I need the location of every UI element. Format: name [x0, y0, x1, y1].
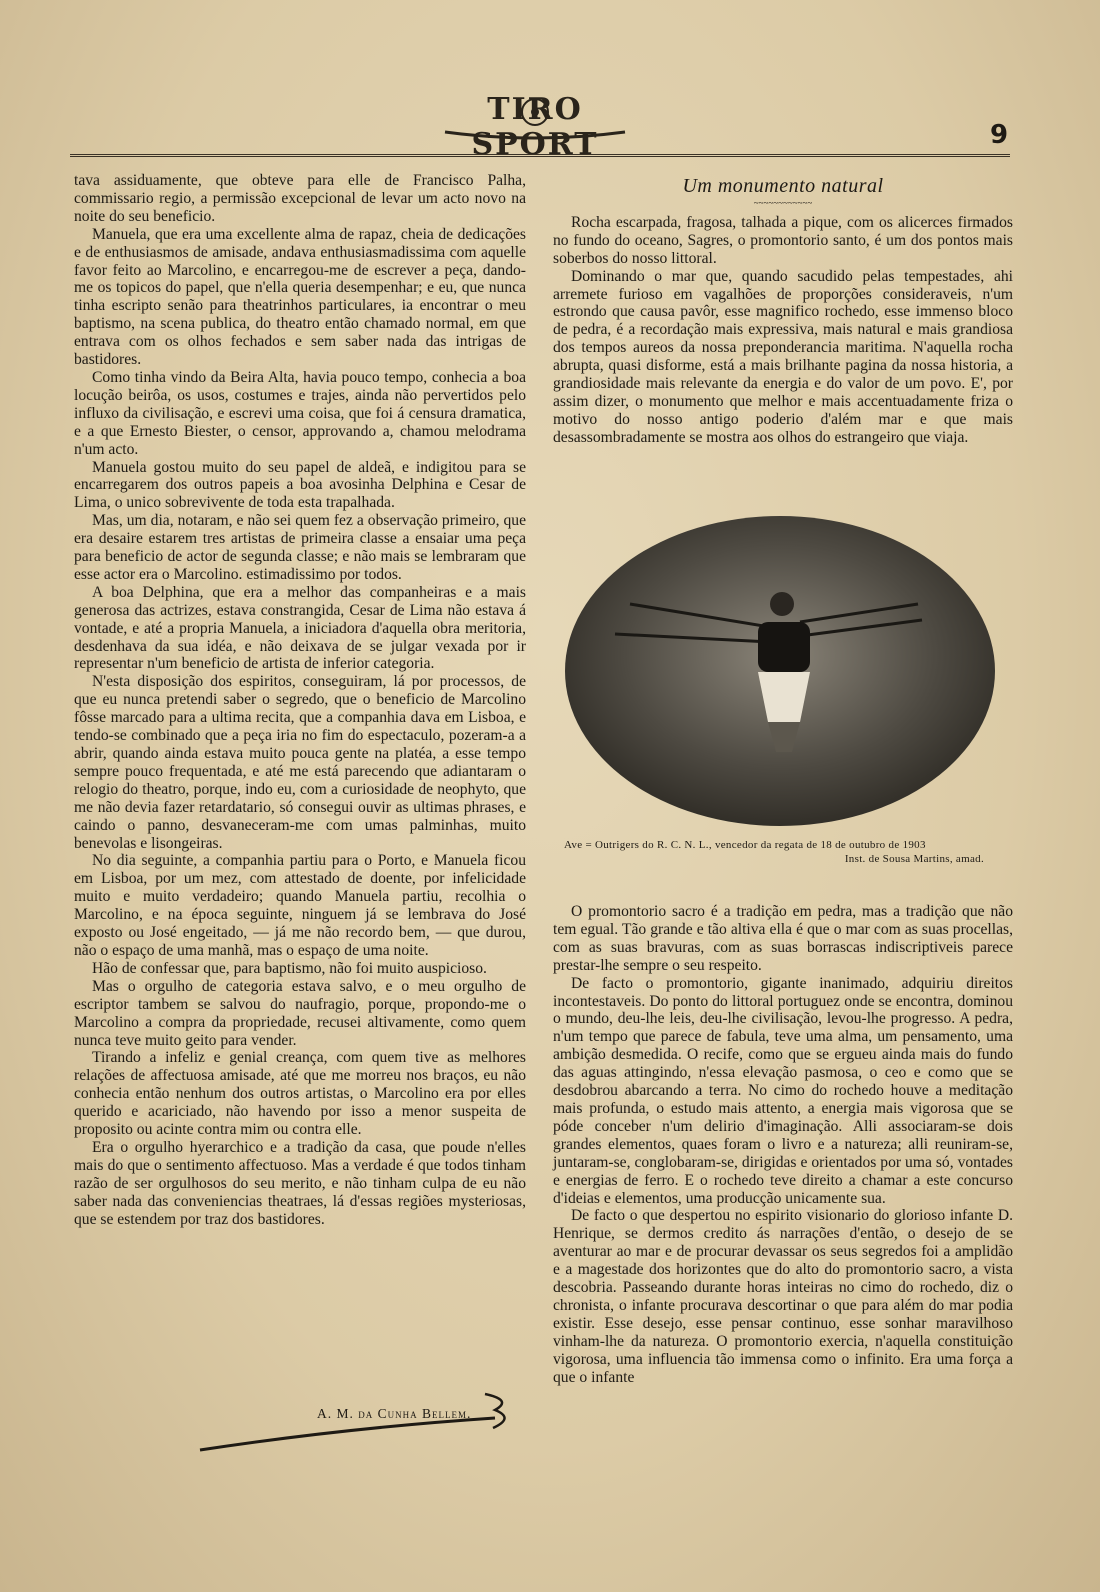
paragraph: Como tinha vindo da Beira Alta, havia pouco tempo, conhecia a boa locução beirôa, os usos, costumes e trajes, ainda não pervertidos pelo influxo da civilisação, e escrevi uma coisa, que foi á censura dramatica, e a que Ernesto Biester, o censor, approvando a, chamou melodrama n'um acto.: [74, 368, 526, 458]
rower-figure: [758, 622, 810, 672]
paragraph: O promontorio sacro é a tradição em pedra, mas a tradição que não tem egual. Tão grande e tão altiva ella é que o mar com as suas procellas, com as suas bravuras, com as suas borrascas indiscriptiveis parece prestar-lhe sempre o seu respeito.: [553, 903, 1013, 974]
article-title: Um monumento natural: [682, 175, 884, 197]
right-column-top: [553, 175, 1013, 447]
paragraph: No dia seguinte, a companhia partiu para o Porto, e Manuela ficou em Lisboa, por um mez, com attestado de doente, por infelicidade muito e muito verdadeiro; quando Manuela partiu, recolhia o Marcolino, e na época seguinte, ninguem já se lembrava do José exposto ou José engeitado, — já me não recordo bem, — que durou, não o espaço de uma manhã, mas o espaço de uma noite.: [74, 852, 526, 959]
rowing-photo: [560, 512, 1000, 830]
paragraph: Tirando a infeliz e genial creança, com quem tive as melhores relações de affectuosa amisade, até que me morreu nos braços, eu não conhecia então nenhum dos outros artistas, o Marcolino era por elles querido e acariciado, não havendo por isso a menor suspeita de proposito ou acinte contra mim ou contra elle.: [74, 1049, 526, 1139]
header-rule: [70, 154, 1010, 157]
paragraph: Era o orgulho hyerarchico e a tradição da casa, que poude n'elles mais do que o sentimento affectuoso. Mas a verdade é que todos tinham razão de ser orgulhosos do seu merito, e não tinham culpa de eu não saber nada das conveniencias theatraes, lá d'essas regiões mysteriosas, que se estendem por traz dos bastidores.: [74, 1138, 526, 1228]
title-ornament: ~~~~~~~~~~~~: [753, 197, 813, 208]
signature-flourish-icon: [195, 1388, 515, 1458]
photo-credit: Inst. de Sousa Martins, amad.: [844, 853, 984, 865]
right-column-bottom: [553, 903, 1013, 1386]
paragraph: Hão de confessar que, para baptismo, não foi muito auspicioso.: [92, 959, 487, 977]
paragraph: Dominando o mar que, quando sacudido pelas tempestades, ahi arremete furioso em vagalhões de proporções consideraveis, n'um estrondo que causa pavôr, esse magnifico rochedo, esse immenso bloco de pedra, é a recordação mais expressiva, mais natural e mais grandiosa dos tempos aureos da nossa preponderancia maritima. N'aquella rocha abrupta, quasi disforme, está a mais brilhante pagina da nossa historia, a grandiosidade mais relevante da energia e do valor de um povo. E', por assim dizer, o monumento que melhor e mais accentuadamente friza o motivo do nosso antigo poderio d'além mar e que mais desassombradamente se mostra aos olhos do estrangeiro que viaja.: [553, 267, 1013, 446]
left-column: [74, 172, 526, 1228]
paragraph: De facto o promontorio, gigante inanimado, adquiriu direitos incontestaveis. Do ponto do littoral portuguez onde se encontra, dominou o mundo, deu-lhe leis, deu-lhe civilisação, levou-lhe progresso. A pedra, n'um tempo que parece de fabula, teve uma alma, um pensamento, uma ambição desmedida. O recife, como que se ergueu ainda mais do fundo das aguas attingindo, n'essa elevação pasmosa, o ceo e como que se desdobrou abarcando a terra. No cimo do rochedo houve a meditação mais profunda, o estudo mais attento, a energia mais vigorosa que se póde conceber n'um delirio d'imaginação. Alli associaram-se dois grandes elementos, quaes foram o livro e a natureza; alli reuniram-se, juntaram-se, conglobaram-se, dirigidas e orientados por uma só, vontades e energias de ferro. E o rochedo teve direito a chamar a este concurso d'ideias e elementos, uma producção unicamente sua.: [553, 974, 1013, 1207]
paragraph: Manuela gostou muito do seu papel de aldeã, e indigitou para se encarregarem dos outros papeis a boa avosinha Delphina e Cesar de Lima, o unico sobrevivente de toda esta trapalhada.: [74, 458, 526, 512]
photo-caption: [564, 838, 984, 866]
masthead-logo: [440, 92, 630, 162]
paragraph: N'esta disposição dos espiritos, conseguiram, lá por processos, de que eu nunca pretendi saber o segredo, que o beneficio de Marcolino fôsse marcado para a ultima recita, que a companhia dava em Lisboa, e tendo-se combinado que a peça iria no fim do espectaculo, pozeram-a a abrir, quando ainda estava muito pouca gente na platéa, a esse tempo sempre pouco frequentada, e até me está parecendo que adiantaram o relogio do theatro, porque, indo eu, com a curiosidade de neophyto, que me não devia fazer retardatario, só consegui ouvir as ultimas phrases, e caindo o panno, desvaneceram-me com umas palminhas, muito benevolas e lisongeiras.: [74, 673, 526, 852]
paragraph: Manuela, que era uma excellente alma de rapaz, cheia de dedicações e de enthusiasmos de amisade, andava enthusiasmadissima com aquelle favor feito ao Marcolino, e encarregou-me de escrever a peça, dando-me os topicos do papel, que n'ella queria desempenhar; e eu, que nunca tinha escripto senão para theatrinhos particulares, ia encontrar o meu baptismo, na scena publica, do theatro então chamado normal, em que entrava com os olhos fechados e sem saber nada das intrigas de bastidores.: [74, 225, 526, 369]
paragraph: Mas, um dia, notaram, e não sei quem fez a observação primeiro, que era desaire estarem tres artistas de primeira classe a ensaiar uma peça para beneficio de actor de segunda classe; e não mais se lembraram que esse actor era o Marcolino. estimadissimo por todos.: [74, 512, 526, 583]
author-signature: A. M. da Cunha Bellem.: [317, 1406, 472, 1421]
paragraph: Mas o orgulho de categoria estava salvo, e o meu orgulho de escriptor tambem se salvou do naufragio, porque, propondo-me o Marcolino a compra da propriedade, recusei altivamente, como quem nunca teve muito geito para vender.: [74, 977, 526, 1049]
page-number: 9: [990, 120, 1009, 150]
masthead-title: TIRO SPORT: [471, 92, 599, 162]
paragraph: De facto o que despertou no espirito visionario do glorioso infante D. Henrique, se dermos credito ás narrações d'então, o desejo de se aventurar ao mar e de procurar devassar os seus segredos foi a amplidão e a magestade dos horizontes que do alto do promontorio sacro, a vista descobria. Passeando durante horas inteiras no cimo do rochedo, diz o chronista, o infante procurava descortinar o que para além do mar podia existir. Esse desejo, esse pensar continuo, esse sonhar maravilhoso vinham-lhe da natureza. O promontorio exercia, n'aquella constituição vigorosa, uma influencia tão immensa como o infinito. Era uma força a que o infante: [553, 1207, 1013, 1386]
paragraph: Rocha escarpada, fragosa, talhada a pique, com os alicerces firmados no fundo do oceano, Sagres, o promontorio santo, é um dos pontos mais soberbos do nosso littoral.: [553, 213, 1013, 267]
caption-text: Ave = Outrigers do R. C. N. L., vencedor da regata de 18 de outubro de 1903: [564, 839, 926, 851]
paragraph: tava assiduamente, que obteve para elle de Francisco Palha, commissario regio, a permissão excepcional de levar um acto novo na noite do seu beneficio.: [74, 172, 526, 225]
paragraph: A boa Delphina, que era a melhor das companheiras e a mais generosa das actrizes, estava constrangida, Cesar de Lima não estava á vontade, e até a propria Manuela, a iniciadora d'aquella obra meritoria, desdenhava da sua idéa, e não deixava de se julgar vexada por ir representar n'um beneficio de artista de inferior categoria.: [74, 583, 526, 673]
